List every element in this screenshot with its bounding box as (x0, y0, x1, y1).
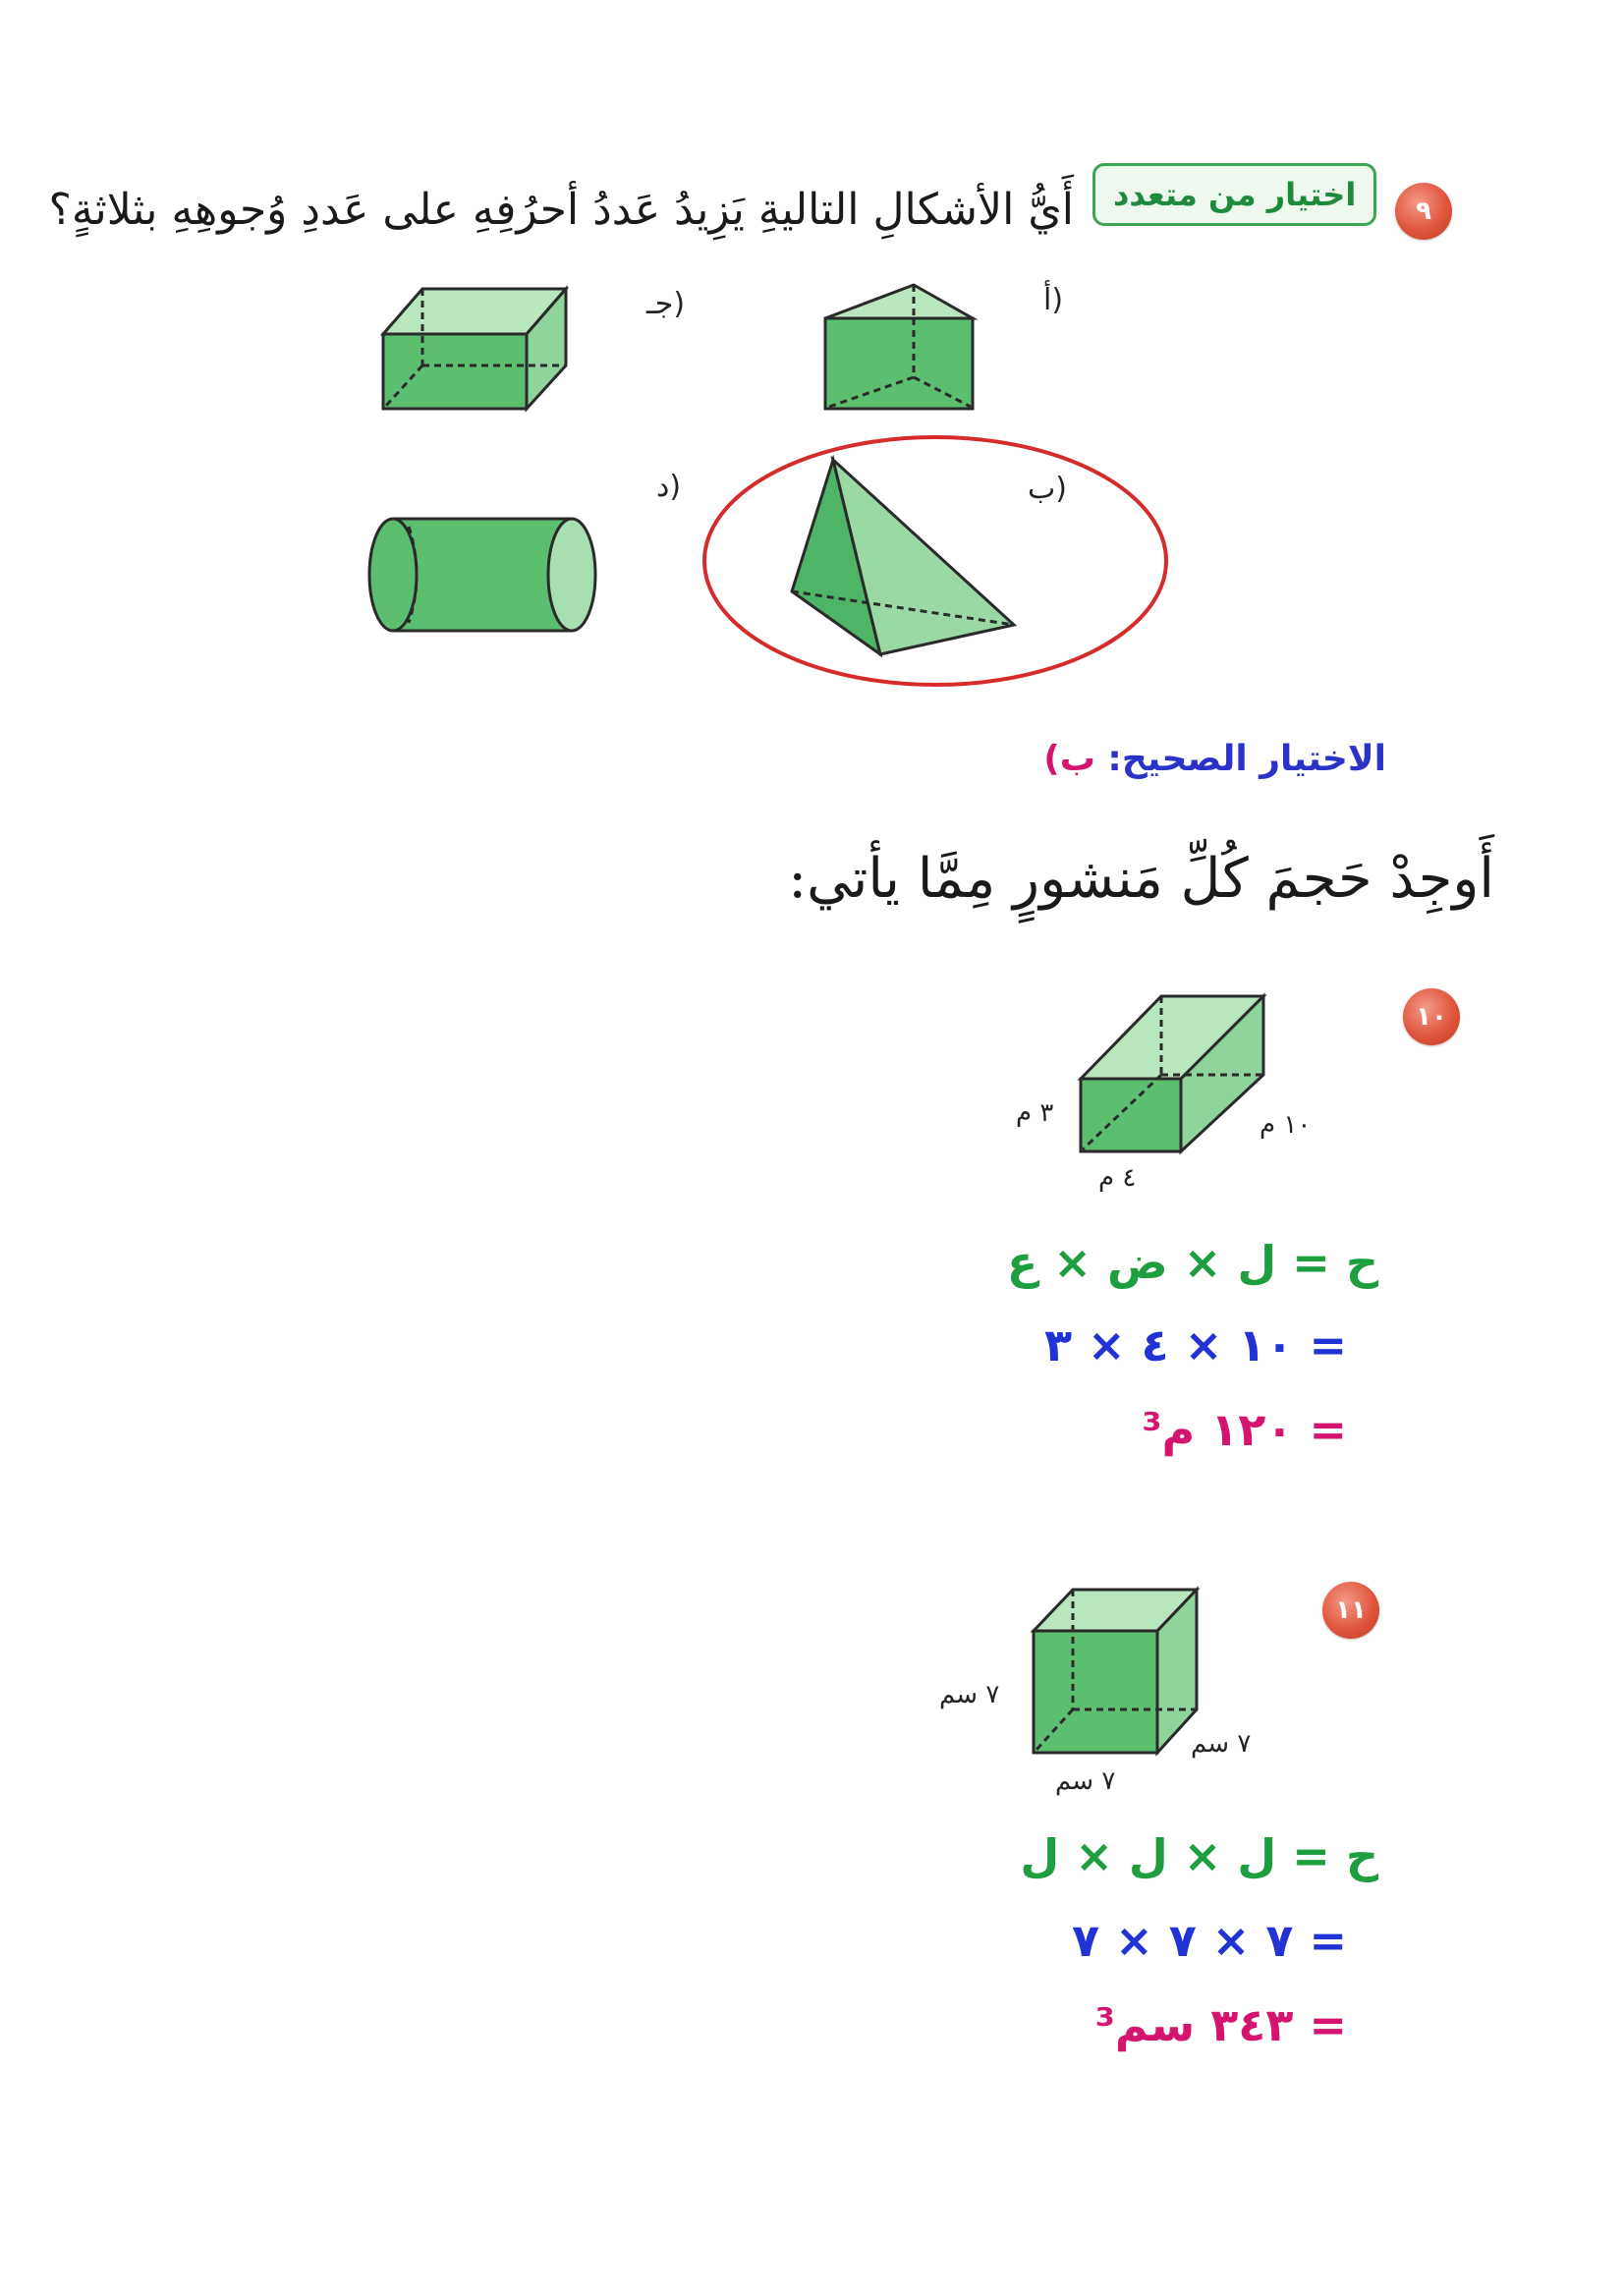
q11-length-label: ٧ سم (1191, 1729, 1252, 1759)
correct-answer-label: الاختيار الصحيح: (1107, 739, 1386, 779)
q11-height-label: ٧ سم (939, 1680, 1000, 1709)
q11-formula-line-2: = ٧ × ٧ × ٧ (1072, 1914, 1347, 1967)
multiple-choice-badge: اختيار من متعدد (1092, 163, 1376, 226)
q10-formula-line-1: ح = ل × ض × ع (1006, 1236, 1378, 1289)
question-9-text: أَيُّ الأشكالِ التاليةِ يَزِيدُ عَددُ أحرُفِهِ على عَددِ وُجوهِهِ بثلاثةٍ؟ (48, 185, 1074, 235)
correct-answer (1043, 739, 1386, 779)
q10-height-label: ٣ م (1016, 1098, 1054, 1128)
q11-width-label: ٧ سم (1055, 1766, 1116, 1796)
q11-formula-line-3: = ٣٤٣ سم³ (1094, 1998, 1347, 2051)
option-d-label: د) (656, 470, 682, 504)
q10-formula-line-2: = ١٠ × ٤ × ٣ (1043, 1318, 1347, 1371)
option-a-label: أ) (1043, 283, 1064, 317)
q10-rectangular-prism-shape[interactable] (1077, 990, 1273, 1157)
question-9-number-badge: ٩ (1395, 183, 1452, 240)
section-heading: أَوجِدْ حَجمَ كُلِّ مَنشورٍ مِمَّا يأتي: (788, 847, 1494, 911)
rectangular-prism-shape[interactable] (379, 285, 576, 413)
triangular-prism-shape[interactable] (815, 281, 982, 419)
option-b-label: ب) (1028, 472, 1067, 506)
q10-width-label: ٤ م (1098, 1163, 1137, 1193)
correct-answer-value: ب) (1043, 739, 1095, 779)
question-10-number-badge: ١٠ (1403, 988, 1460, 1045)
cube-shape[interactable] (1030, 1584, 1206, 1757)
q10-length-label: ١٠ م (1260, 1110, 1312, 1140)
option-c-label: جـ) (646, 287, 686, 321)
q10-formula-line-3: = ١٢٠ م³ (1142, 1403, 1347, 1456)
cylinder-shape[interactable] (365, 511, 601, 639)
triangular-pyramid-shape[interactable] (786, 454, 1022, 660)
q11-formula-line-1: ح = ل × ل × ل (1020, 1829, 1378, 1882)
question-11-number-badge: ١١ (1322, 1582, 1379, 1639)
